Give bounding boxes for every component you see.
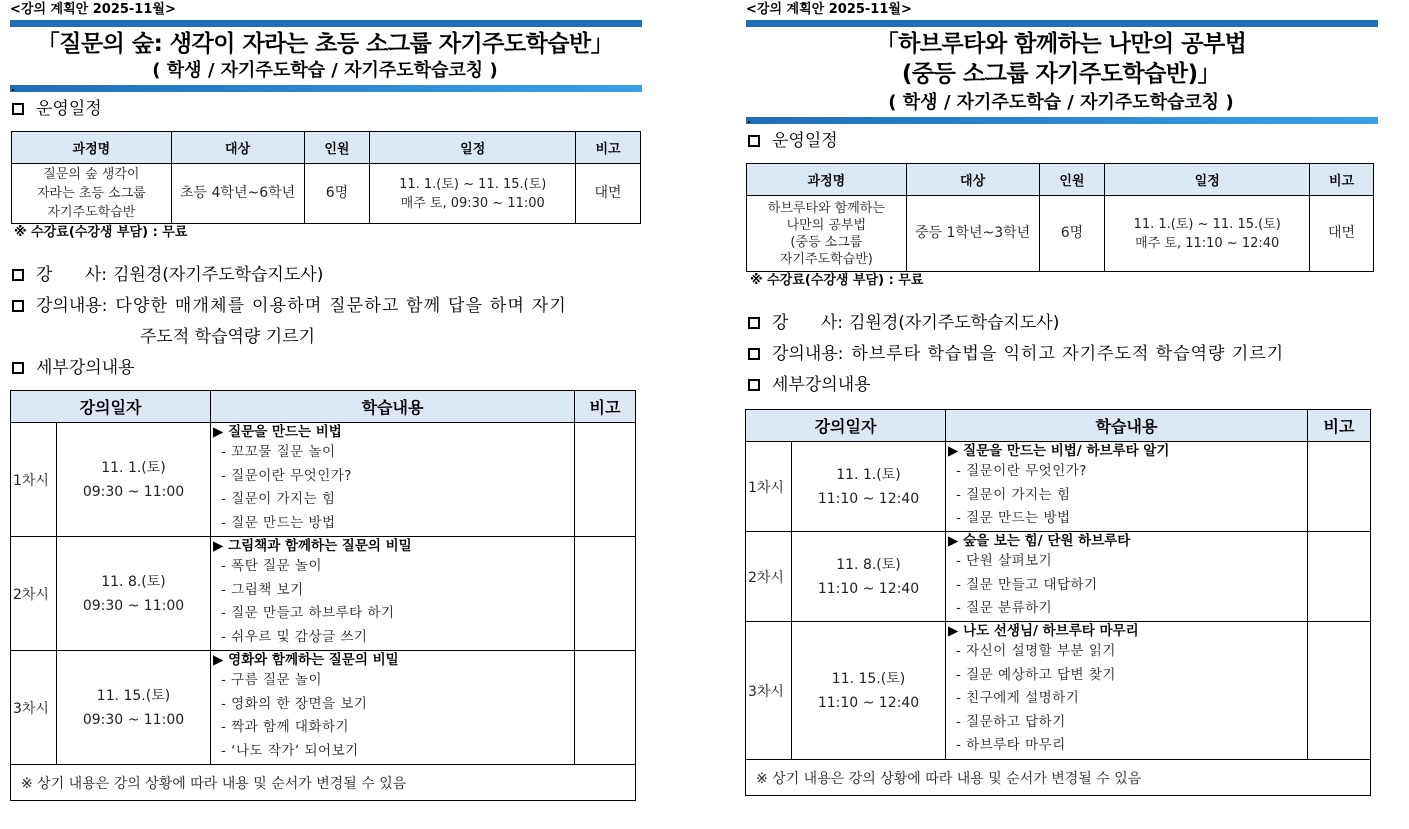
session-item: - 질문 분류하기 [956, 600, 1053, 617]
section-content [736, 343, 1378, 365]
session-note [1308, 622, 1371, 760]
course-line: 자기주도학습반 [47, 205, 136, 220]
session-name: 3차시 [746, 622, 792, 760]
session-day: 11. 15.(토) [831, 670, 906, 687]
schedule-row [747, 196, 1374, 272]
checkbox-square-icon [12, 269, 24, 281]
detail-header-row [746, 410, 1371, 442]
notice-text: ※ 상기 내용은 강의 상황에 따라 내용 및 순서가 변경될 수 있음 [11, 765, 636, 801]
session-item: - 단원 살펴보기 [956, 553, 1053, 569]
content-text: 하브루타 학습법을 익히고 자기주도적 학습역량 기르기 [851, 344, 1285, 364]
session-content [946, 442, 1308, 532]
session-item: - 영화의 한 장면을 보기 [221, 695, 368, 712]
session-item: - 폭탄 질문 놀이 [221, 558, 322, 574]
session-time: 09:30 ~ 11:00 [82, 597, 185, 614]
session-name: 1차시 [746, 442, 792, 532]
detail-header-row [11, 391, 636, 423]
session-row-3 [746, 622, 1371, 760]
session-date [57, 423, 211, 537]
section-instructor [0, 264, 642, 286]
schedule-table [11, 131, 641, 224]
section-detail [736, 374, 1378, 396]
content-label: 강의내용: [772, 344, 844, 364]
course-subtitle: ( 학생 / 자기주도학습 / 자기주도학습코칭 ) [152, 60, 498, 81]
schedule-note: 대면 [576, 164, 641, 224]
session-topic: ▶ 나도 선생님/ 하브루타 마무리 [948, 623, 1139, 639]
title-bar-top [746, 20, 1378, 27]
schedule-header-count: 인원 [304, 132, 370, 164]
section-detail-label: 세부강의내용 [36, 358, 135, 378]
dates-line: 매주 토, 09:30 ~ 11:00 [400, 195, 545, 211]
detail-table [10, 390, 636, 801]
schedule-table [746, 163, 1374, 272]
session-time: 11:10 ~ 12:40 [817, 490, 920, 507]
course-subtitle: ( 학생 / 자기주도학습 / 자기주도학습코칭 ) [888, 92, 1234, 113]
checkbox-square-icon [12, 103, 24, 115]
session-item: - ‘나도 작가’ 되어보기 [221, 742, 359, 759]
notice-row [11, 765, 636, 801]
title-bar-top [10, 20, 642, 27]
checkbox-square-icon [748, 135, 760, 147]
session-content [946, 532, 1308, 622]
course-title: 「질문의 숲: 생각이 자라는 초등 소그룹 자기주도학습반」 [36, 31, 614, 57]
plan-label: <강의 계획안 2025-11월> [746, 2, 912, 17]
session-note [575, 537, 636, 651]
schedule-header-course: 과정명 [747, 164, 907, 196]
session-topic: ▶ 그림책과 함께하는 질문의 비밀 [213, 538, 412, 554]
content-label: 강의내용: [36, 296, 108, 316]
plan-label: <강의 계획안 2025-11월> [10, 2, 176, 17]
session-date [792, 622, 946, 760]
section-content [0, 295, 642, 317]
schedule-dates [370, 164, 576, 224]
instructor-name: 김원경(자기주도학습지도사) [113, 265, 324, 285]
session-row-3 [11, 651, 636, 765]
section-detail-label: 세부강의내용 [772, 375, 871, 395]
session-name: 2차시 [746, 532, 792, 622]
checkbox-square-icon [748, 317, 760, 329]
session-item: - 그림책 보기 [221, 581, 304, 598]
session-time: 09:30 ~ 11:00 [82, 483, 185, 500]
session-day: 11. 15.(토) [96, 687, 171, 704]
schedule-row [12, 164, 641, 224]
schedule-header-dates: 일정 [1105, 164, 1310, 196]
detail-header-note: 비고 [575, 391, 636, 423]
schedule-target: 초등 4학년~6학년 [171, 164, 304, 224]
checkbox-square-icon [748, 348, 760, 360]
course-title-continued: (중등 소그룹 자기주도학습반)」 [901, 61, 1221, 87]
session-date [792, 442, 946, 532]
lecture-plan-middle [744, 0, 1378, 796]
session-name: 1차시 [11, 423, 57, 537]
title-bar-bottom [746, 117, 1378, 124]
course-line: 자라는 초등 소그룹 [36, 186, 146, 201]
title-bar-bottom [10, 85, 642, 92]
fee-note: ※ 수강료(수강생 부담) : 무료 [14, 225, 188, 240]
dates-line: 11. 1.(토) ~ 11. 15.(토) [399, 176, 547, 192]
schedule-header-note: 비고 [1310, 164, 1374, 196]
session-item: - 질문 만들고 하브루타 하기 [221, 605, 395, 622]
schedule-header-target: 대상 [171, 132, 304, 164]
course-line: 하브루타와 함께하는 [767, 200, 885, 216]
session-topic: ▶ 영화와 함께하는 질문의 비밀 [213, 652, 399, 668]
session-day: 11. 8.(토) [101, 573, 166, 590]
session-item: - 질문이 가지는 힘 [956, 486, 1071, 503]
schedule-header-row [12, 132, 641, 164]
course-line: (중등 소그룹 [790, 234, 863, 250]
session-item: - 질문 만드는 방법 [956, 510, 1071, 527]
session-content [211, 423, 575, 537]
schedule-header-count: 인원 [1039, 164, 1105, 196]
session-note [1308, 442, 1371, 532]
notice-text: ※ 상기 내용은 강의 상황에 따라 내용 및 순서가 변경될 수 있음 [746, 760, 1371, 796]
session-item: - 질문 만드는 방법 [221, 514, 336, 531]
session-item: - 짝과 함께 대화하기 [221, 719, 350, 736]
schedule-note: 대면 [1310, 196, 1374, 272]
session-date [57, 651, 211, 765]
detail-header-content: 학습내용 [211, 391, 575, 423]
session-item: - 질문 만들고 대답하기 [956, 576, 1098, 593]
schedule-target: 중등 1학년~3학년 [906, 196, 1039, 272]
course-line: 나만의 공부법 [786, 217, 867, 233]
notice-row [746, 760, 1371, 796]
session-date [792, 532, 946, 622]
checkbox-square-icon [12, 300, 24, 312]
session-topic: ▶ 숲을 보는 힘/ 단원 하브루타 [948, 533, 1131, 549]
detail-header-note: 비고 [1308, 410, 1371, 442]
detail-header-content: 학습내용 [946, 410, 1308, 442]
course-line: 자기주도학습반) [779, 251, 873, 267]
session-name: 2차시 [11, 537, 57, 651]
session-content [211, 651, 575, 765]
schedule-header-note: 비고 [576, 132, 641, 164]
session-content [946, 622, 1308, 760]
section-schedule [0, 98, 642, 120]
session-item: - 구름 질문 놀이 [221, 672, 322, 688]
checkbox-square-icon [12, 362, 24, 374]
session-item: - 꼬꼬물 질문 놀이 [221, 444, 336, 460]
schedule-header-dates: 일정 [370, 132, 576, 164]
session-row-2 [11, 537, 636, 651]
session-time: 11:10 ~ 12:40 [817, 694, 920, 711]
session-topic: ▶ 질문을 만드는 비법/ 하브루타 알기 [948, 443, 1170, 459]
session-item: - 친구에게 설명하기 [956, 690, 1080, 707]
detail-header-date: 강의일자 [746, 410, 946, 442]
session-item: - 질문이란 무엇인가? [956, 463, 1087, 479]
instructor-label: 강 사: [36, 265, 107, 285]
session-item: - 질문 예상하고 답변 찾기 [956, 666, 1116, 683]
session-row-2 [746, 532, 1371, 622]
session-item: - 질문하고 답하기 [956, 713, 1066, 730]
content-text-continued: 주도적 학습역량 기르기 [140, 327, 316, 347]
session-item: - 하브루타 마무리 [956, 737, 1066, 754]
instructor-name: 김원경(자기주도학습지도사) [849, 313, 1060, 333]
schedule-count: 6명 [304, 164, 370, 224]
session-content [211, 537, 575, 651]
session-row-1 [746, 442, 1371, 532]
session-day: 11. 1.(토) [836, 466, 901, 483]
dates-line: 11. 1.(토) ~ 11. 15.(토) [1133, 216, 1281, 232]
section-instructor [736, 312, 1378, 334]
dates-line: 매주 토, 11:10 ~ 12:40 [1135, 235, 1280, 251]
session-item: - 자신이 설명할 부분 읽기 [956, 643, 1116, 659]
session-time: 11:10 ~ 12:40 [817, 580, 920, 597]
detail-table [745, 409, 1371, 796]
session-name: 3차시 [11, 651, 57, 765]
session-day: 11. 8.(토) [836, 556, 901, 573]
session-row-1 [11, 423, 636, 537]
session-day: 11. 1.(토) [101, 459, 166, 476]
session-item: - 질문이 가지는 힘 [221, 491, 336, 508]
lecture-plan-elementary [8, 0, 642, 801]
detail-header-date: 강의일자 [11, 391, 211, 423]
schedule-header-course: 과정명 [12, 132, 172, 164]
fee-note: ※ 수강료(수강생 부담) : 무료 [750, 273, 924, 288]
section-schedule [736, 130, 1378, 152]
schedule-course [12, 164, 172, 224]
schedule-course [747, 196, 907, 272]
schedule-header-target: 대상 [906, 164, 1039, 196]
course-title: 「하브루타와 함께하는 나만의 공부법 [875, 31, 1247, 57]
session-item: - 질문이란 무엇인가? [221, 467, 352, 484]
session-topic: ▶ 질문을 만드는 비법 [213, 424, 342, 440]
section-schedule-label: 운영일정 [772, 131, 838, 151]
schedule-header-row [747, 164, 1374, 196]
session-item: - 쉬우르 및 감상글 쓰기 [221, 628, 368, 645]
schedule-count: 6명 [1039, 196, 1105, 272]
instructor-label: 강 사: [772, 313, 843, 333]
session-time: 09:30 ~ 11:00 [82, 711, 185, 728]
session-date [57, 537, 211, 651]
course-line: 질문의 숲 생각이 [43, 167, 140, 182]
session-note [1308, 532, 1371, 622]
session-note [575, 423, 636, 537]
section-schedule-label: 운영일정 [36, 99, 102, 119]
checkbox-square-icon [748, 379, 760, 391]
schedule-dates [1105, 196, 1310, 272]
session-note [575, 651, 636, 765]
content-text: 다양한 매개체를 이용하며 질문하고 함께 답을 하며 자기 [115, 296, 567, 316]
section-detail [0, 357, 642, 379]
